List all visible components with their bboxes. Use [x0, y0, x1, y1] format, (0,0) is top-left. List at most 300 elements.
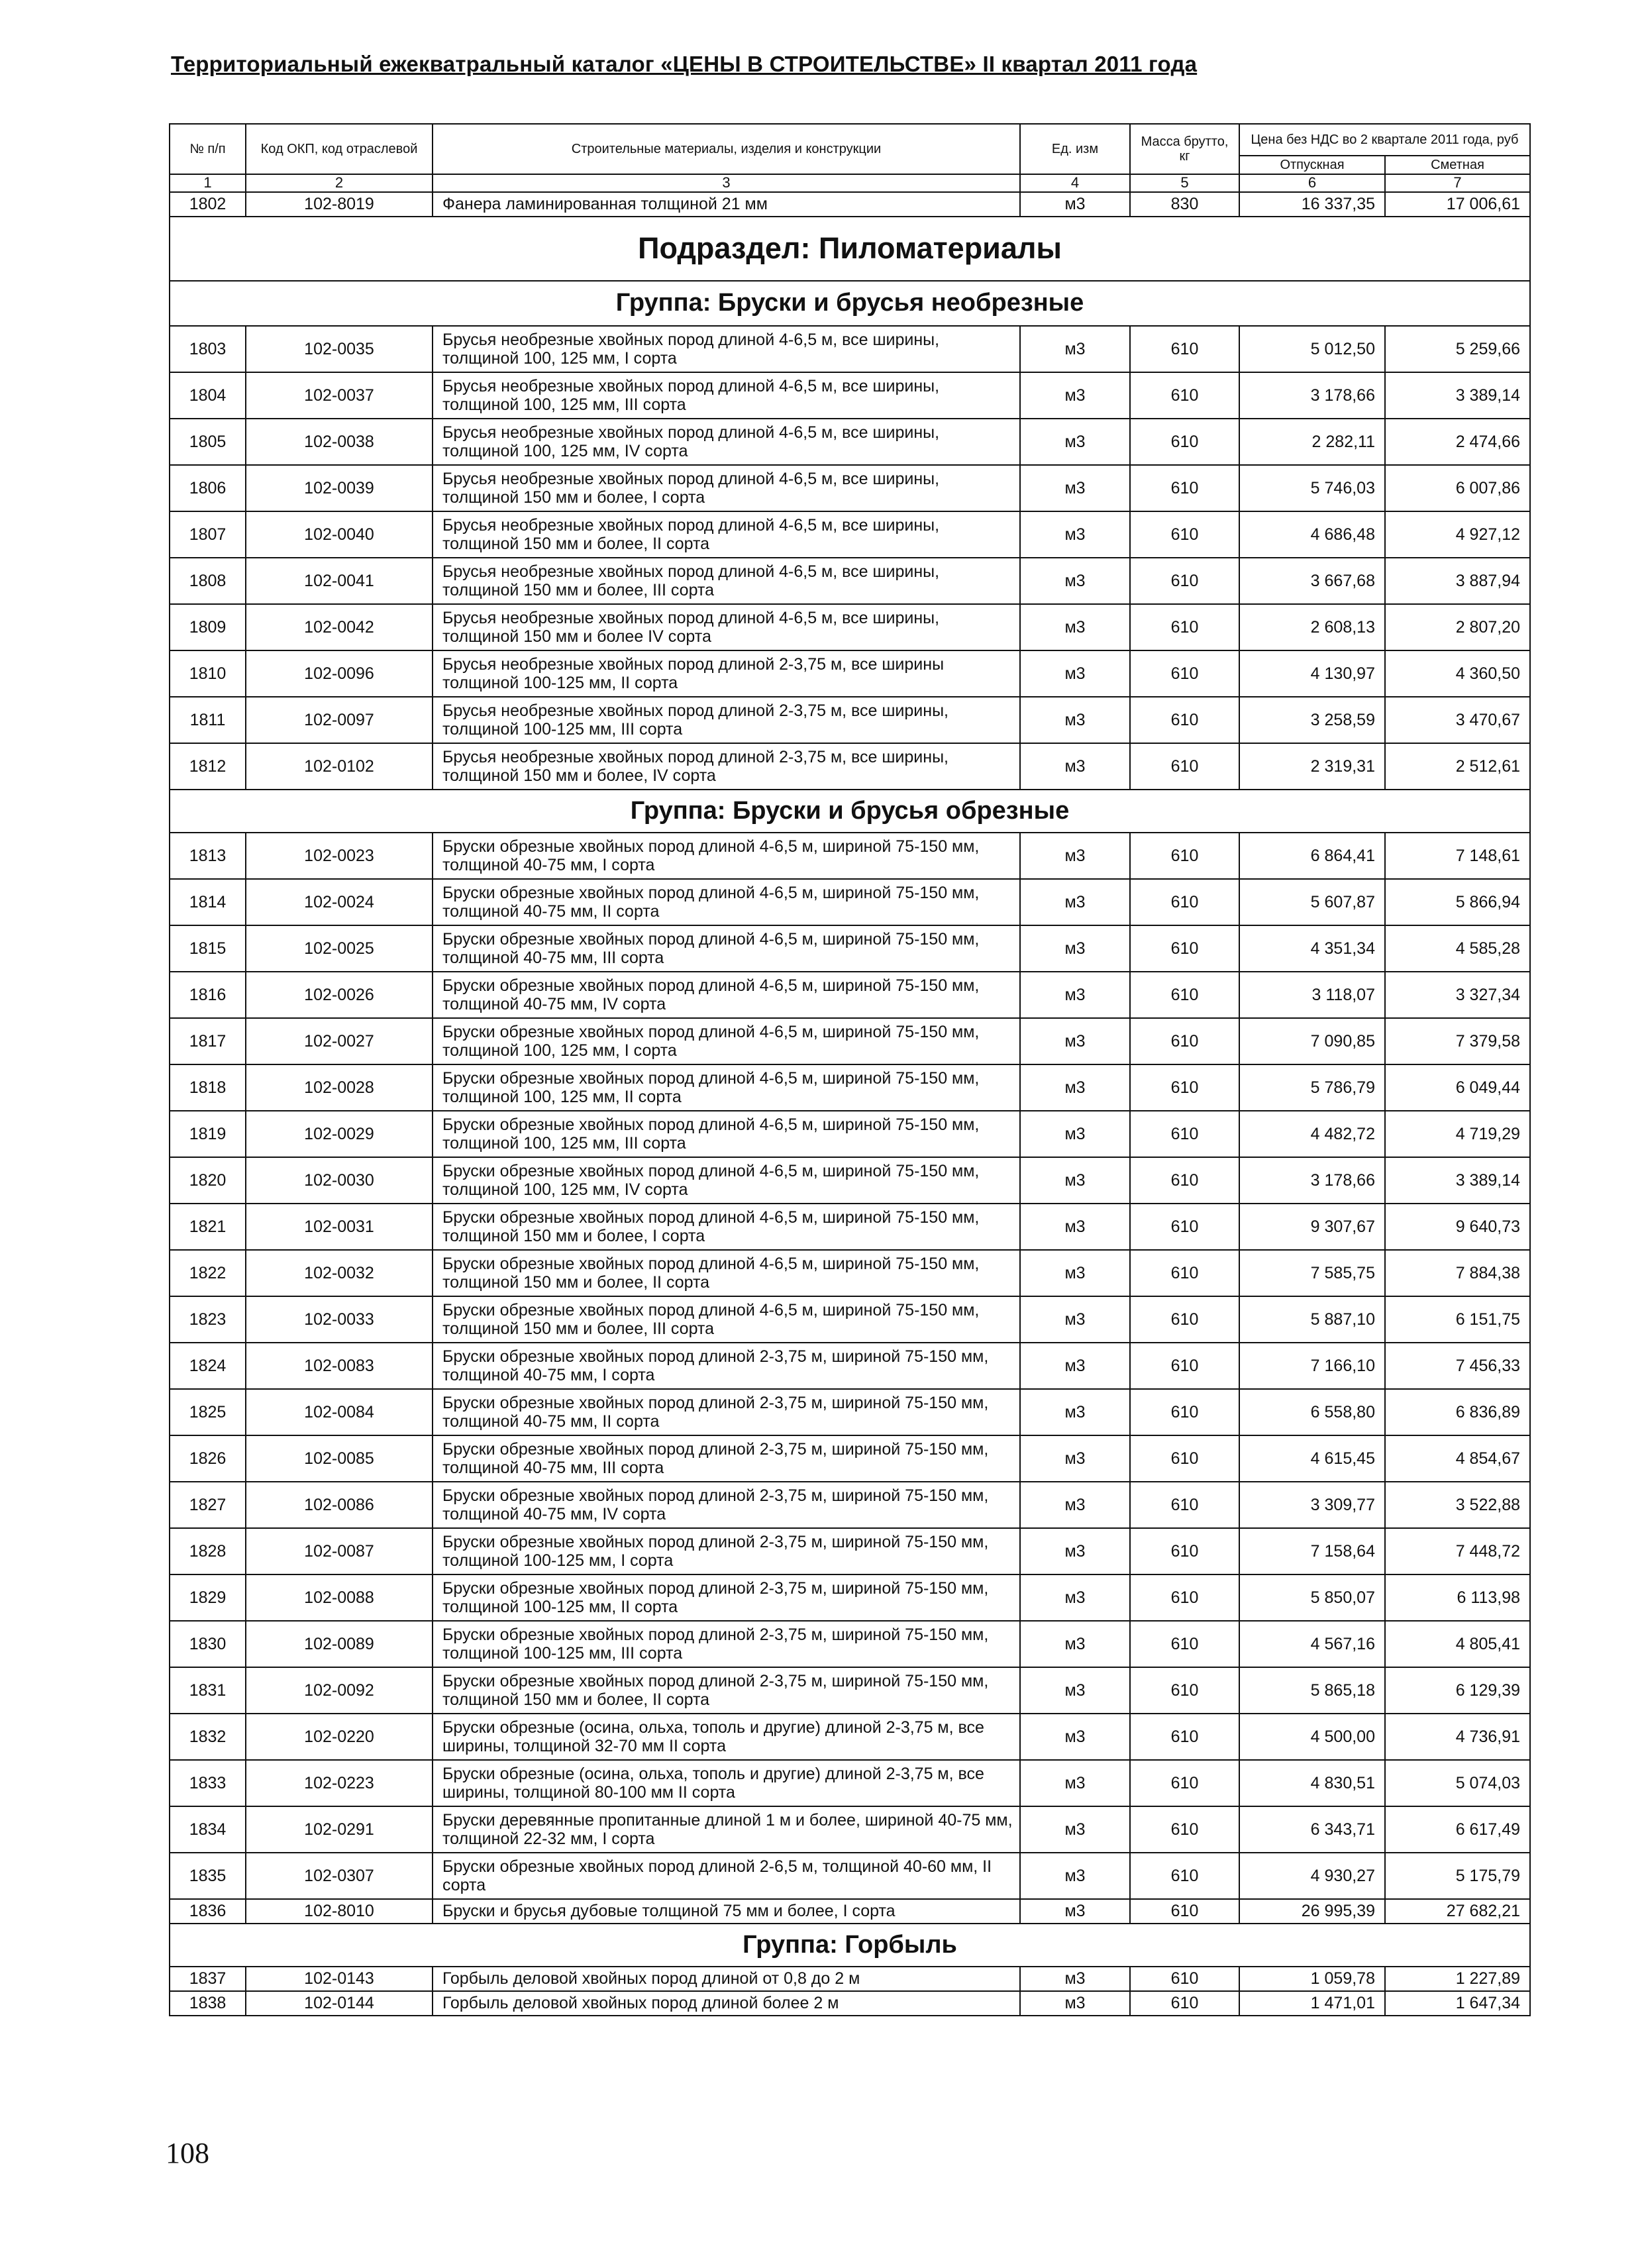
header-price: Цена без НДС во 2 квартале 2011 года, руб: [1239, 124, 1530, 156]
cell-price-release: 5 012,50: [1239, 326, 1385, 372]
cell-price-estimate: 4 805,41: [1385, 1621, 1530, 1667]
cell-num: 1824: [170, 1343, 246, 1389]
table-row: [170, 326, 1530, 372]
cell-material: Брусья необрезные хвойных пород длиной 2-3,75 м, все ширины, толщиной 150 мм и более, IV сорта: [433, 743, 1020, 790]
table-row: [170, 1967, 1530, 1991]
cell-material: Бруски обрезные хвойных пород длиной 2-3,75 м, шириной 75-150 мм, толщиной 100-125 мм, III сорта: [433, 1621, 1020, 1667]
cell-mass: 610: [1130, 511, 1239, 558]
cell-mass: 610: [1130, 1435, 1239, 1482]
cell-price-estimate: 4 854,67: [1385, 1435, 1530, 1482]
cell-code: 102-0220: [246, 1714, 433, 1760]
cell-price-release: 6 864,41: [1239, 833, 1385, 879]
table-row: [170, 511, 1530, 558]
cell-material: Бруски обрезные хвойных пород длиной 2-3,75 м, шириной 75-150 мм, толщиной 40-75 мм, II сорта: [433, 1389, 1020, 1435]
column-number: 6: [1239, 174, 1385, 192]
cell-unit: м3: [1020, 1806, 1130, 1853]
table-row: [170, 604, 1530, 650]
cell-num: 1808: [170, 558, 246, 604]
table-row: [170, 1111, 1530, 1157]
cell-mass: 610: [1130, 1806, 1239, 1853]
table-row: [170, 1806, 1530, 1853]
cell-mass: 610: [1130, 972, 1239, 1018]
cell-price-release: 5 850,07: [1239, 1574, 1385, 1621]
cell-material: Бруски обрезные (осина, ольха, тополь и другие) длиной 2-3,75 м, все ширины, толщиной 80-100 мм II сорта: [433, 1760, 1020, 1806]
cell-price-estimate: 3 389,14: [1385, 372, 1530, 419]
cell-unit: м3: [1020, 743, 1130, 790]
cell-unit: м3: [1020, 1018, 1130, 1064]
table-row: [170, 1621, 1530, 1667]
table-row: [170, 465, 1530, 511]
cell-material: Брусья необрезные хвойных пород длиной 4-6,5 м, все ширины, толщиной 100, 125 мм, IV сорта: [433, 419, 1020, 465]
cell-num: 1805: [170, 419, 246, 465]
cell-price-estimate: 1 647,34: [1385, 1991, 1530, 2016]
cell-unit: м3: [1020, 879, 1130, 925]
cell-num: 1813: [170, 833, 246, 879]
cell-num: 1828: [170, 1528, 246, 1574]
subsection-title: Подраздел: Пиломатериалы: [170, 217, 1530, 281]
cell-mass: 610: [1130, 1064, 1239, 1111]
cell-unit: м3: [1020, 192, 1130, 217]
cell-unit: м3: [1020, 1991, 1130, 2016]
cell-price-release: 6 558,80: [1239, 1389, 1385, 1435]
header-price-release: Отпускная: [1239, 156, 1385, 174]
cell-price-estimate: 4 360,50: [1385, 650, 1530, 697]
cell-price-estimate: 7 379,58: [1385, 1018, 1530, 1064]
cell-code: 102-0144: [246, 1991, 433, 2016]
cell-code: 102-0023: [246, 833, 433, 879]
cell-num: 1823: [170, 1296, 246, 1343]
cell-code: 102-0028: [246, 1064, 433, 1111]
table-row: [170, 192, 1530, 217]
group-title: Группа: Бруски и брусья необрезные: [170, 281, 1530, 326]
cell-price-release: 4 930,27: [1239, 1853, 1385, 1899]
cell-material: Брусья необрезные хвойных пород длиной 4-6,5 м, все ширины, толщиной 150 мм и более, III сорта: [433, 558, 1020, 604]
cell-num: 1817: [170, 1018, 246, 1064]
cell-mass: 610: [1130, 1111, 1239, 1157]
cell-material: Бруски обрезные хвойных пород длиной 2-6,5 м, толщиной 40-60 мм, II сорта: [433, 1853, 1020, 1899]
cell-num: 1802: [170, 192, 246, 217]
table-row: [170, 1528, 1530, 1574]
cell-mass: 610: [1130, 650, 1239, 697]
cell-code: 102-0031: [246, 1204, 433, 1250]
cell-unit: м3: [1020, 1111, 1130, 1157]
cell-code: 102-0143: [246, 1967, 433, 1991]
cell-price-release: 4 500,00: [1239, 1714, 1385, 1760]
cell-price-estimate: 6 113,98: [1385, 1574, 1530, 1621]
cell-price-estimate: 2 512,61: [1385, 743, 1530, 790]
table-header: [170, 124, 1530, 192]
cell-material: Бруски обрезные хвойных пород длиной 4-6,5 м, шириной 75-150 мм, толщиной 40-75 мм, IV сорта: [433, 972, 1020, 1018]
cell-material: Брусья необрезные хвойных пород длиной 4-6,5 м, все ширины, толщиной 100, 125 мм, III сорта: [433, 372, 1020, 419]
group-row: [170, 1924, 1530, 1967]
cell-mass: 610: [1130, 833, 1239, 879]
cell-price-release: 7 166,10: [1239, 1343, 1385, 1389]
cell-unit: м3: [1020, 1389, 1130, 1435]
cell-material: Бруски обрезные хвойных пород длиной 4-6,5 м, шириной 75-150 мм, толщиной 100, 125 мм, II сорта: [433, 1064, 1020, 1111]
cell-price-release: 2 282,11: [1239, 419, 1385, 465]
cell-code: 102-0040: [246, 511, 433, 558]
cell-unit: м3: [1020, 326, 1130, 372]
cell-mass: 610: [1130, 1389, 1239, 1435]
cell-price-release: 1 471,01: [1239, 1991, 1385, 2016]
cell-material: Бруски деревянные пропитанные длиной 1 м и более, шириной 40-75 мм, толщиной 22-32 мм, I сорта: [433, 1806, 1020, 1853]
cell-unit: м3: [1020, 1621, 1130, 1667]
cell-mass: 610: [1130, 1296, 1239, 1343]
group-row: [170, 281, 1530, 326]
cell-unit: м3: [1020, 1204, 1130, 1250]
cell-code: 102-0096: [246, 650, 433, 697]
table-row: [170, 650, 1530, 697]
cell-num: 1837: [170, 1967, 246, 1991]
cell-unit: м3: [1020, 465, 1130, 511]
cell-material: Бруски обрезные (осина, ольха, тополь и другие) длиной 2-3,75 м, все ширины, толщиной 32-70 мм II сорта: [433, 1714, 1020, 1760]
cell-unit: м3: [1020, 925, 1130, 972]
cell-price-estimate: 1 227,89: [1385, 1967, 1530, 1991]
cell-mass: 610: [1130, 372, 1239, 419]
table-row: [170, 558, 1530, 604]
cell-unit: м3: [1020, 1064, 1130, 1111]
cell-material: Брусья необрезные хвойных пород длиной 2-3,75 м, все ширины толщиной 100-125 мм, II сорта: [433, 650, 1020, 697]
cell-mass: 610: [1130, 419, 1239, 465]
cell-material: Бруски и брусья дубовые толщиной 75 мм и более, I сорта: [433, 1899, 1020, 1924]
cell-unit: м3: [1020, 372, 1130, 419]
cell-price-release: 3 178,66: [1239, 372, 1385, 419]
column-number: 7: [1385, 174, 1530, 192]
price-table: [169, 123, 1531, 2016]
cell-price-release: 5 865,18: [1239, 1667, 1385, 1714]
table-row: [170, 1296, 1530, 1343]
table-row: [170, 1714, 1530, 1760]
column-number-row: [170, 174, 1530, 192]
cell-price-release: 26 995,39: [1239, 1899, 1385, 1924]
cell-num: 1812: [170, 743, 246, 790]
cell-mass: 610: [1130, 1899, 1239, 1924]
cell-price-release: 5 887,10: [1239, 1296, 1385, 1343]
cell-price-estimate: 7 148,61: [1385, 833, 1530, 879]
cell-mass: 610: [1130, 1157, 1239, 1204]
cell-unit: м3: [1020, 511, 1130, 558]
cell-price-release: 2 608,13: [1239, 604, 1385, 650]
cell-mass: 610: [1130, 1853, 1239, 1899]
cell-mass: 610: [1130, 1250, 1239, 1296]
cell-code: 102-0223: [246, 1760, 433, 1806]
table-row: [170, 1157, 1530, 1204]
cell-num: 1811: [170, 697, 246, 743]
cell-code: 102-0088: [246, 1574, 433, 1621]
table-row: [170, 879, 1530, 925]
cell-material: Бруски обрезные хвойных пород длиной 4-6,5 м, шириной 75-150 мм, толщиной 100, 125 мм, I сорта: [433, 1018, 1020, 1064]
cell-price-estimate: 2 474,66: [1385, 419, 1530, 465]
cell-code: 102-8010: [246, 1899, 433, 1924]
header-mass: Масса брутто, кг: [1130, 124, 1239, 174]
cell-material: Бруски обрезные хвойных пород длиной 4-6,5 м, шириной 75-150 мм, толщиной 150 мм и более, II сорта: [433, 1250, 1020, 1296]
cell-num: 1833: [170, 1760, 246, 1806]
cell-mass: 610: [1130, 925, 1239, 972]
cell-price-release: 4 351,34: [1239, 925, 1385, 972]
cell-price-release: 5 607,87: [1239, 879, 1385, 925]
cell-price-estimate: 27 682,21: [1385, 1899, 1530, 1924]
cell-code: 102-0087: [246, 1528, 433, 1574]
table-row: [170, 1991, 1530, 2016]
table-row: [170, 1343, 1530, 1389]
cell-material: Бруски обрезные хвойных пород длиной 2-3,75 м, шириной 75-150 мм, толщиной 40-75 мм, IV сорта: [433, 1482, 1020, 1528]
cell-num: 1830: [170, 1621, 246, 1667]
cell-num: 1815: [170, 925, 246, 972]
page-number: 108: [166, 2137, 209, 2169]
cell-num: 1819: [170, 1111, 246, 1157]
cell-price-release: 7 090,85: [1239, 1018, 1385, 1064]
table-row: [170, 1250, 1530, 1296]
table-row: [170, 1760, 1530, 1806]
cell-unit: м3: [1020, 972, 1130, 1018]
table-row: [170, 1064, 1530, 1111]
cell-price-release: 4 130,97: [1239, 650, 1385, 697]
cell-mass: 610: [1130, 1482, 1239, 1528]
cell-num: 1814: [170, 879, 246, 925]
column-number: 1: [170, 174, 246, 192]
cell-price-estimate: 6 617,49: [1385, 1806, 1530, 1853]
header-code: Код ОКП, код отраслевой: [246, 124, 433, 174]
cell-price-release: 7 585,75: [1239, 1250, 1385, 1296]
cell-price-estimate: 5 175,79: [1385, 1853, 1530, 1899]
cell-num: 1832: [170, 1714, 246, 1760]
table-row: [170, 1389, 1530, 1435]
cell-num: 1831: [170, 1667, 246, 1714]
cell-code: 102-0092: [246, 1667, 433, 1714]
cell-unit: м3: [1020, 419, 1130, 465]
table-row: [170, 1853, 1530, 1899]
cell-price-release: 7 158,64: [1239, 1528, 1385, 1574]
table-row: [170, 1667, 1530, 1714]
cell-unit: м3: [1020, 1435, 1130, 1482]
column-number: 4: [1020, 174, 1130, 192]
cell-unit: м3: [1020, 1853, 1130, 1899]
cell-mass: 610: [1130, 1760, 1239, 1806]
table-row: [170, 1482, 1530, 1528]
cell-code: 102-0032: [246, 1250, 433, 1296]
table-row: [170, 833, 1530, 879]
cell-price-release: 5 746,03: [1239, 465, 1385, 511]
cell-price-release: 9 307,67: [1239, 1204, 1385, 1250]
cell-mass: 830: [1130, 192, 1239, 217]
table-row: [170, 372, 1530, 419]
cell-price-estimate: 7 884,38: [1385, 1250, 1530, 1296]
cell-mass: 610: [1130, 1967, 1239, 1991]
cell-price-estimate: 6 049,44: [1385, 1064, 1530, 1111]
cell-material: Бруски обрезные хвойных пород длиной 4-6,5 м, шириной 75-150 мм, толщиной 100, 125 мм, IV сорта: [433, 1157, 1020, 1204]
table-row: [170, 972, 1530, 1018]
table-row: [170, 1018, 1530, 1064]
cell-price-release: 3 258,59: [1239, 697, 1385, 743]
cell-num: 1836: [170, 1899, 246, 1924]
cell-material: Бруски обрезные хвойных пород длиной 2-3,75 м, шириной 75-150 мм, толщиной 40-75 мм, III сорта: [433, 1435, 1020, 1482]
column-number: 2: [246, 174, 433, 192]
cell-code: 102-0024: [246, 879, 433, 925]
cell-code: 102-8019: [246, 192, 433, 217]
cell-num: 1826: [170, 1435, 246, 1482]
cell-material: Бруски обрезные хвойных пород длиной 2-3,75 м, шириной 75-150 мм, толщиной 40-75 мм, I сорта: [433, 1343, 1020, 1389]
cell-price-estimate: 5 259,66: [1385, 326, 1530, 372]
cell-unit: м3: [1020, 1967, 1130, 1991]
cell-mass: 610: [1130, 1667, 1239, 1714]
cell-mass: 610: [1130, 1714, 1239, 1760]
cell-price-estimate: 4 927,12: [1385, 511, 1530, 558]
cell-mass: 610: [1130, 697, 1239, 743]
cell-price-release: 3 667,68: [1239, 558, 1385, 604]
cell-code: 102-0086: [246, 1482, 433, 1528]
table-body: [170, 192, 1530, 2016]
cell-code: 102-0026: [246, 972, 433, 1018]
cell-unit: м3: [1020, 1482, 1130, 1528]
cell-unit: м3: [1020, 604, 1130, 650]
cell-unit: м3: [1020, 1250, 1130, 1296]
cell-code: 102-0089: [246, 1621, 433, 1667]
cell-num: 1809: [170, 604, 246, 650]
header-unit: Ед. изм: [1020, 124, 1130, 174]
cell-code: 102-0083: [246, 1343, 433, 1389]
cell-mass: 610: [1130, 1018, 1239, 1064]
cell-num: 1821: [170, 1204, 246, 1250]
cell-unit: м3: [1020, 1157, 1130, 1204]
cell-mass: 610: [1130, 1343, 1239, 1389]
cell-code: 102-0038: [246, 419, 433, 465]
cell-material: Горбыль деловой хвойных пород длиной от 0,8 до 2 м: [433, 1967, 1020, 1991]
cell-num: 1818: [170, 1064, 246, 1111]
cell-num: 1804: [170, 372, 246, 419]
group-row: [170, 790, 1530, 833]
cell-mass: 610: [1130, 1991, 1239, 2016]
cell-unit: м3: [1020, 1296, 1130, 1343]
cell-num: 1807: [170, 511, 246, 558]
cell-unit: м3: [1020, 650, 1130, 697]
cell-material: Бруски обрезные хвойных пород длиной 4-6,5 м, шириной 75-150 мм, толщиной 40-75 мм, I сорта: [433, 833, 1020, 879]
cell-price-estimate: 2 807,20: [1385, 604, 1530, 650]
cell-num: 1838: [170, 1991, 246, 2016]
table-row: [170, 697, 1530, 743]
cell-num: 1835: [170, 1853, 246, 1899]
cell-code: 102-0307: [246, 1853, 433, 1899]
table-row: [170, 925, 1530, 972]
cell-price-release: 4 686,48: [1239, 511, 1385, 558]
cell-code: 102-0291: [246, 1806, 433, 1853]
cell-price-estimate: 4 585,28: [1385, 925, 1530, 972]
cell-price-estimate: 17 006,61: [1385, 192, 1530, 217]
cell-num: 1834: [170, 1806, 246, 1853]
cell-material: Бруски обрезные хвойных пород длиной 4-6,5 м, шириной 75-150 мм, толщиной 150 мм и более, III сорта: [433, 1296, 1020, 1343]
cell-material: Бруски обрезные хвойных пород длиной 4-6,5 м, шириной 75-150 мм, толщиной 150 мм и более, I сорта: [433, 1204, 1020, 1250]
cell-code: 102-0025: [246, 925, 433, 972]
cell-unit: м3: [1020, 558, 1130, 604]
cell-price-estimate: 9 640,73: [1385, 1204, 1530, 1250]
subsection-row: [170, 217, 1530, 281]
header-price-estimate: Сметная: [1385, 156, 1530, 174]
header-material: Строительные материалы, изделия и конструкции: [433, 124, 1020, 174]
cell-num: 1806: [170, 465, 246, 511]
column-number: 5: [1130, 174, 1239, 192]
cell-material: Фанера ламинированная толщиной 21 мм: [433, 192, 1020, 217]
cell-code: 102-0042: [246, 604, 433, 650]
cell-mass: 610: [1130, 1204, 1239, 1250]
cell-mass: 610: [1130, 558, 1239, 604]
cell-material: Бруски обрезные хвойных пород длиной 4-6,5 м, шириной 75-150 мм, толщиной 40-75 мм, III сорта: [433, 925, 1020, 972]
cell-price-estimate: 7 448,72: [1385, 1528, 1530, 1574]
cell-num: 1816: [170, 972, 246, 1018]
cell-mass: 610: [1130, 1621, 1239, 1667]
cell-code: 102-0102: [246, 743, 433, 790]
cell-unit: м3: [1020, 697, 1130, 743]
cell-code: 102-0039: [246, 465, 433, 511]
cell-price-release: 6 343,71: [1239, 1806, 1385, 1853]
cell-material: Бруски обрезные хвойных пород длиной 2-3,75 м, шириной 75-150 мм, толщиной 100-125 мм, II сорта: [433, 1574, 1020, 1621]
cell-price-release: 3 309,77: [1239, 1482, 1385, 1528]
cell-mass: 610: [1130, 604, 1239, 650]
table-row: [170, 1435, 1530, 1482]
group-title: Группа: Бруски и брусья обрезные: [170, 790, 1530, 833]
cell-code: 102-0030: [246, 1157, 433, 1204]
cell-code: 102-0033: [246, 1296, 433, 1343]
table-row: [170, 1899, 1530, 1924]
cell-mass: 610: [1130, 1528, 1239, 1574]
column-number: 3: [433, 174, 1020, 192]
cell-material: Брусья необрезные хвойных пород длиной 4-6,5 м, все ширины, толщиной 100, 125 мм, I сорта: [433, 326, 1020, 372]
cell-code: 102-0035: [246, 326, 433, 372]
cell-mass: 610: [1130, 743, 1239, 790]
cell-unit: м3: [1020, 1528, 1130, 1574]
cell-unit: м3: [1020, 1899, 1130, 1924]
cell-unit: м3: [1020, 1714, 1130, 1760]
cell-price-release: 2 319,31: [1239, 743, 1385, 790]
page-title: Территориальный ежекватральный каталог «ЦЕНЫ В СТРОИТЕЛЬСТВЕ» II квартал 2011 года: [171, 52, 1198, 76]
cell-code: 102-0027: [246, 1018, 433, 1064]
cell-material: Горбыль деловой хвойных пород длиной более 2 м: [433, 1991, 1020, 2016]
cell-unit: м3: [1020, 1343, 1130, 1389]
cell-num: 1827: [170, 1482, 246, 1528]
cell-mass: 610: [1130, 1574, 1239, 1621]
cell-price-estimate: 5 866,94: [1385, 879, 1530, 925]
cell-num: 1829: [170, 1574, 246, 1621]
cell-material: Брусья необрезные хвойных пород длиной 4-6,5 м, все ширины, толщиной 150 мм и более, I сорта: [433, 465, 1020, 511]
cell-material: Брусья необрезные хвойных пород длиной 4-6,5 м, все ширины, толщиной 150 мм и более, II сорта: [433, 511, 1020, 558]
cell-price-release: 4 830,51: [1239, 1760, 1385, 1806]
cell-price-estimate: 6 129,39: [1385, 1667, 1530, 1714]
header-num: № п/п: [170, 124, 246, 174]
cell-num: 1820: [170, 1157, 246, 1204]
cell-price-estimate: 6 007,86: [1385, 465, 1530, 511]
cell-price-release: 1 059,78: [1239, 1967, 1385, 1991]
cell-price-release: 4 615,45: [1239, 1435, 1385, 1482]
table-row: [170, 1204, 1530, 1250]
cell-price-estimate: 4 719,29: [1385, 1111, 1530, 1157]
cell-code: 102-0041: [246, 558, 433, 604]
cell-price-release: 3 178,66: [1239, 1157, 1385, 1204]
cell-price-release: 4 482,72: [1239, 1111, 1385, 1157]
cell-price-release: 4 567,16: [1239, 1621, 1385, 1667]
cell-price-estimate: 7 456,33: [1385, 1343, 1530, 1389]
cell-unit: м3: [1020, 1574, 1130, 1621]
cell-price-estimate: 3 887,94: [1385, 558, 1530, 604]
table-row: [170, 419, 1530, 465]
cell-unit: м3: [1020, 833, 1130, 879]
cell-num: 1822: [170, 1250, 246, 1296]
table-row: [170, 1574, 1530, 1621]
cell-price-estimate: 3 389,14: [1385, 1157, 1530, 1204]
group-title: Группа: Горбыль: [170, 1924, 1530, 1967]
cell-price-estimate: 6 151,75: [1385, 1296, 1530, 1343]
cell-mass: 610: [1130, 465, 1239, 511]
cell-material: Бруски обрезные хвойных пород длиной 4-6,5 м, шириной 75-150 мм, толщиной 40-75 мм, II сорта: [433, 879, 1020, 925]
cell-code: 102-0037: [246, 372, 433, 419]
cell-price-estimate: 6 836,89: [1385, 1389, 1530, 1435]
